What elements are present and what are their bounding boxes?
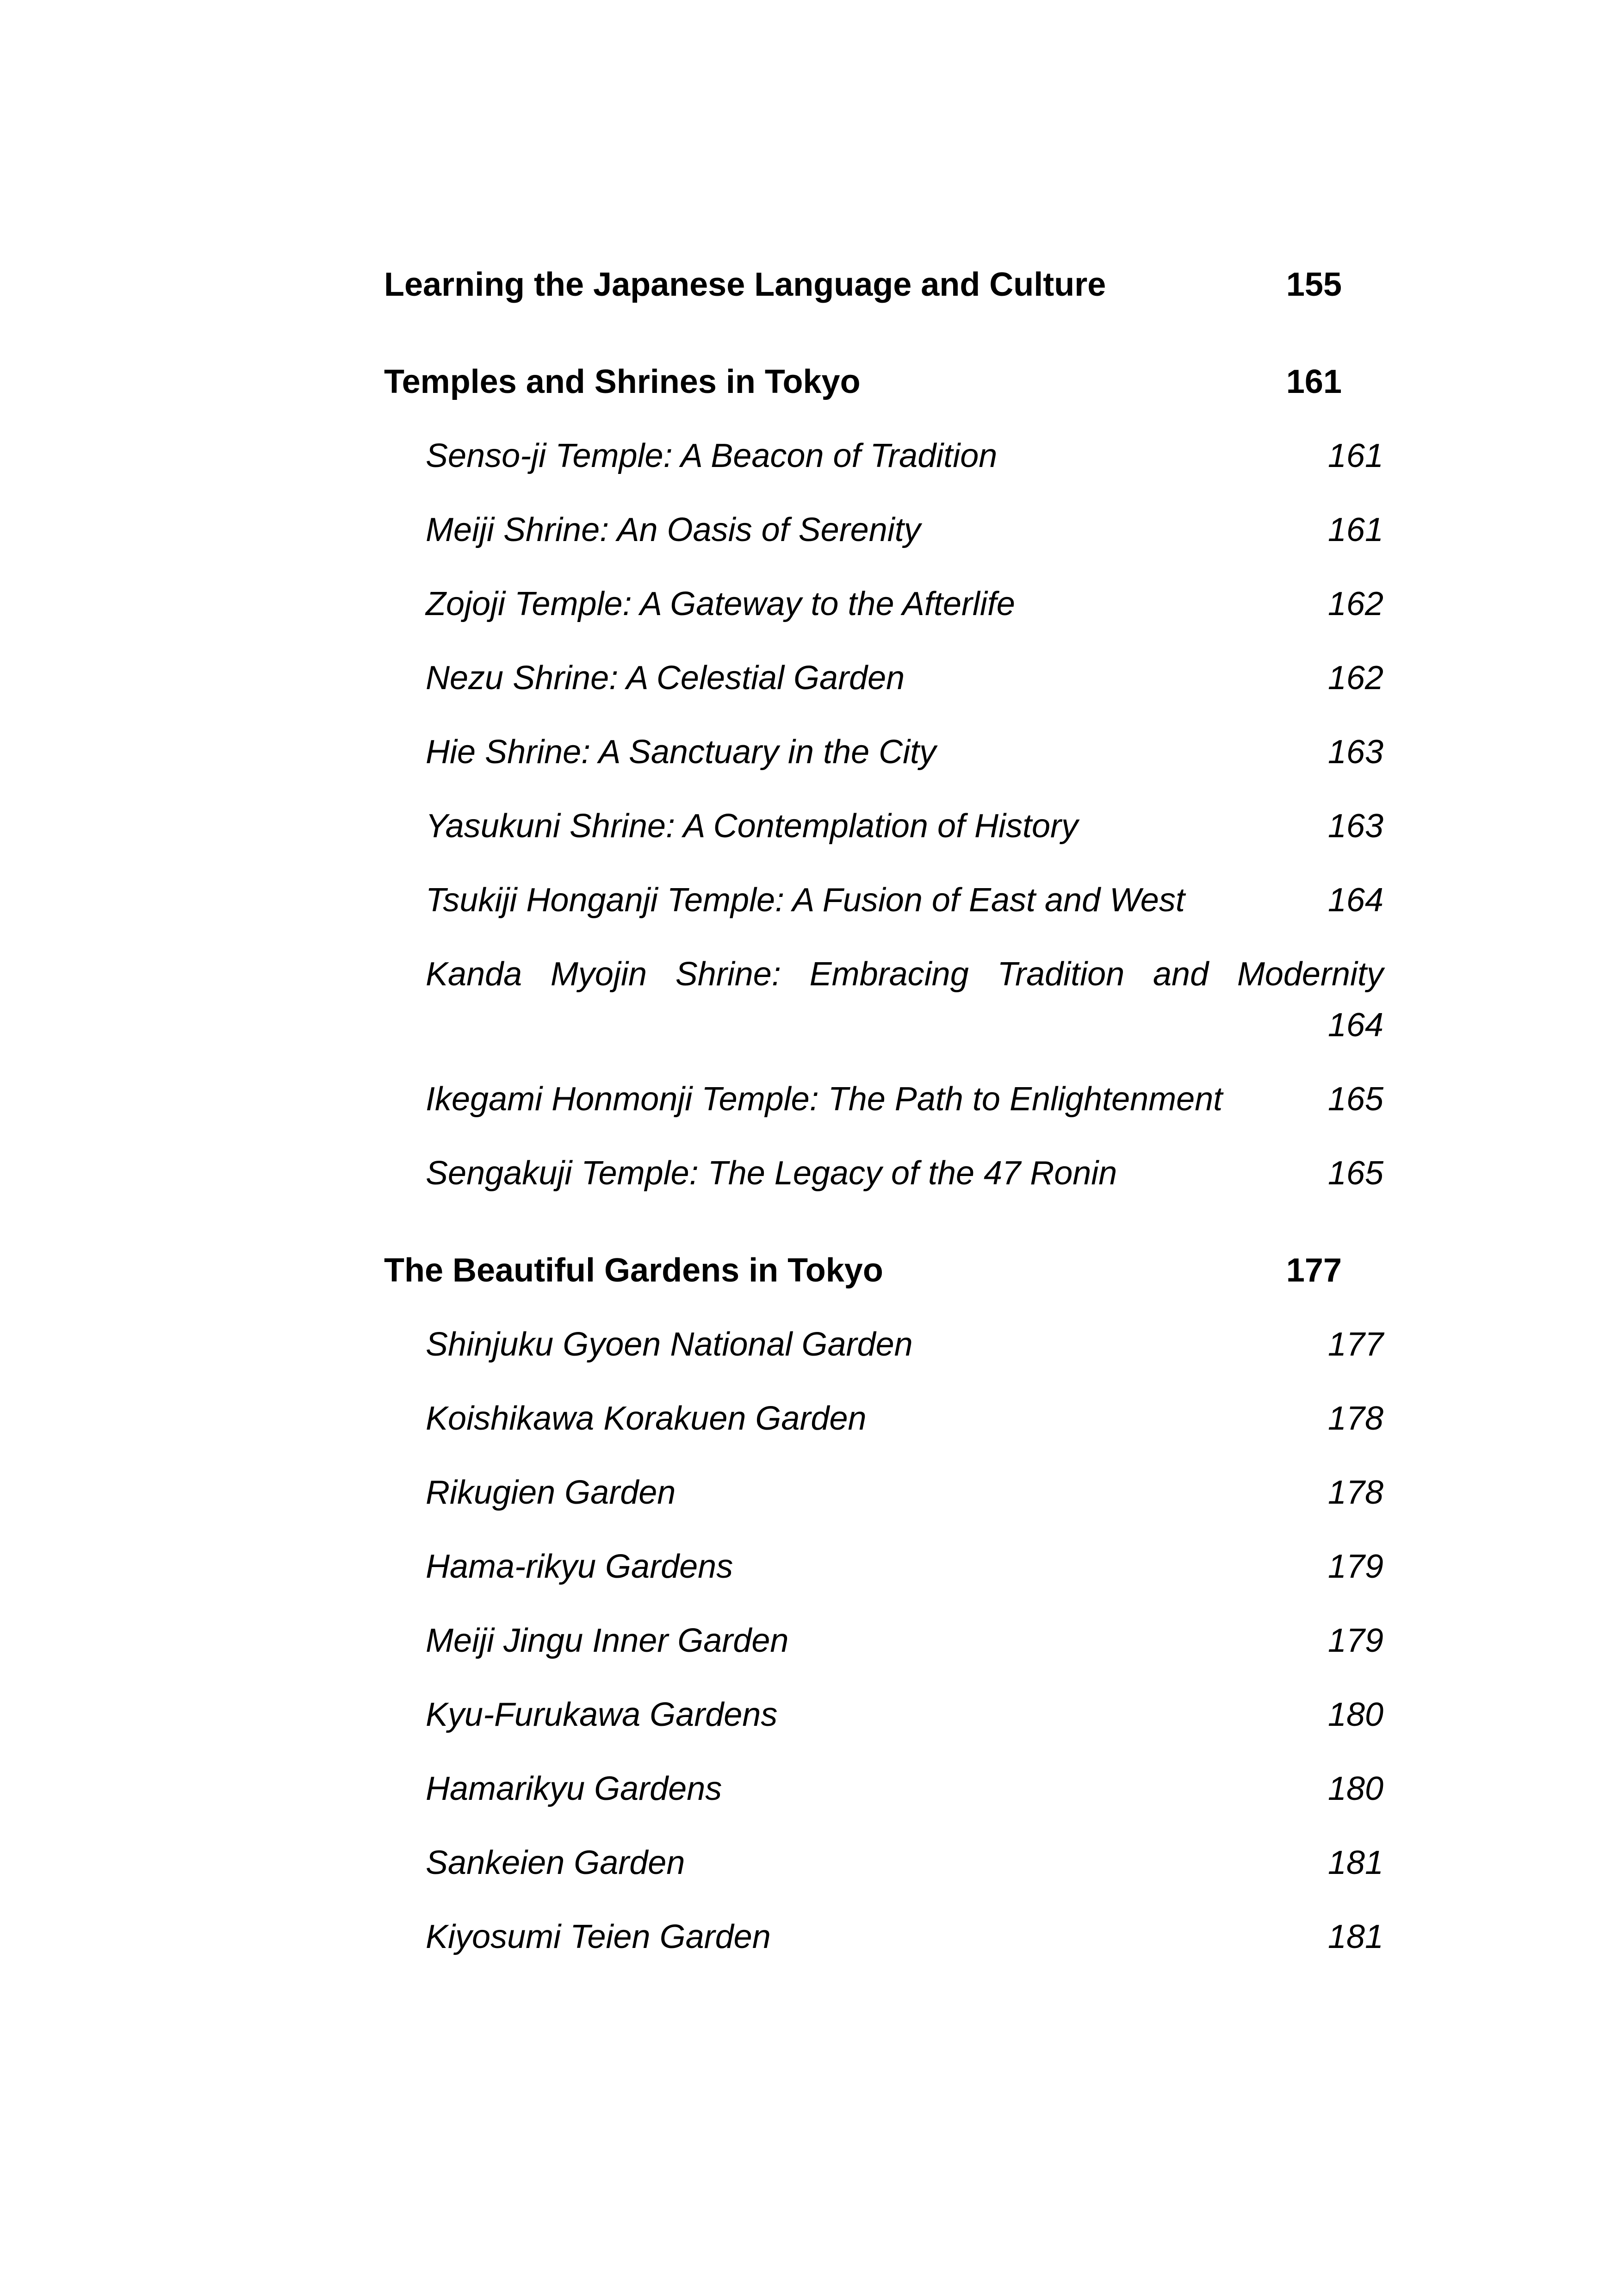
toc-section[interactable] — [384, 949, 1383, 1051]
toc-chapter[interactable] — [384, 356, 1342, 407]
toc-section-title: Ikegami Honmonji Temple: The Path to Enlightenment — [426, 1081, 1223, 1118]
toc-page-number: 178 — [1327, 1474, 1383, 1511]
toc-chapter[interactable] — [384, 259, 1342, 310]
toc-page-number: 163 — [1327, 734, 1383, 771]
toc-page-number: 161 — [1286, 363, 1342, 400]
toc-section-title: Tsukiji Honganji Temple: A Fusion of East and West — [426, 882, 1185, 919]
toc-page-number: 161 — [1327, 511, 1383, 548]
toc-page-number: 164 — [1327, 1007, 1383, 1044]
toc-section[interactable] — [384, 801, 1383, 852]
toc-page-number: 181 — [1327, 1918, 1383, 1955]
toc-section[interactable] — [384, 1911, 1383, 1962]
toc-section[interactable] — [384, 579, 1383, 629]
toc-section-title: Yasukuni Shrine: A Contemplation of History — [426, 808, 1079, 845]
toc-section-title: Shinjuku Gyoen National Garden — [426, 1326, 913, 1363]
toc-section[interactable] — [384, 1615, 1383, 1666]
toc-page-number: 179 — [1327, 1548, 1383, 1585]
toc-section-title: Meiji Jingu Inner Garden — [426, 1622, 789, 1659]
toc-section[interactable] — [384, 1393, 1383, 1444]
toc-section[interactable] — [384, 430, 1383, 481]
toc-chapter-title: The Beautiful Gardens in Tokyo — [384, 1252, 883, 1289]
toc-section[interactable] — [384, 653, 1383, 703]
toc-page-number: 180 — [1327, 1770, 1383, 1807]
toc-page-number: 165 — [1327, 1081, 1383, 1118]
toc-page-number: 178 — [1327, 1400, 1383, 1437]
toc-section-title: Hama-rikyu Gardens — [426, 1548, 733, 1585]
table-of-contents — [384, 259, 1383, 1962]
toc-section-title: Kanda Myojin Shrine: Embracing Tradition and Modernity — [426, 956, 1383, 993]
toc-section[interactable] — [384, 504, 1383, 555]
toc-section[interactable] — [384, 1837, 1383, 1888]
toc-section[interactable] — [384, 1319, 1383, 1370]
toc-section-title: Nezu Shrine: A Celestial Garden — [426, 660, 905, 697]
toc-section-title: Koishikawa Korakuen Garden — [426, 1400, 867, 1437]
toc-chapter[interactable] — [384, 1245, 1342, 1296]
toc-section[interactable] — [384, 727, 1383, 778]
toc-section[interactable] — [384, 875, 1383, 926]
toc-section-title: Kyu-Furukawa Gardens — [426, 1696, 778, 1733]
toc-page-number: 162 — [1327, 585, 1383, 622]
toc-section[interactable] — [384, 1689, 1383, 1740]
toc-section-title: Zojoji Temple: A Gateway to the Afterlife — [426, 585, 1015, 622]
toc-section-title: Hamarikyu Gardens — [426, 1770, 722, 1807]
toc-section[interactable] — [384, 1467, 1383, 1518]
toc-section-title: Sankeien Garden — [426, 1844, 685, 1881]
toc-page-number: 180 — [1327, 1696, 1383, 1733]
toc-page-number: 161 — [1327, 437, 1383, 474]
toc-section[interactable] — [384, 1148, 1383, 1199]
toc-section-title: Meiji Shrine: An Oasis of Serenity — [426, 511, 921, 548]
toc-section[interactable] — [384, 1541, 1383, 1592]
toc-page-number: 165 — [1327, 1155, 1383, 1192]
toc-page-number: 177 — [1286, 1252, 1342, 1289]
toc-page-number: 181 — [1327, 1844, 1383, 1881]
toc-section-title: Senso-ji Temple: A Beacon of Tradition — [426, 437, 998, 474]
toc-page-number: 179 — [1327, 1622, 1383, 1659]
toc-page-number: 155 — [1286, 266, 1342, 303]
toc-page-number: 162 — [1327, 660, 1383, 697]
toc-page-number: 177 — [1327, 1326, 1383, 1363]
toc-section-title: Sengakuji Temple: The Legacy of the 47 Ronin — [426, 1155, 1117, 1192]
toc-chapter-title: Temples and Shrines in Tokyo — [384, 363, 861, 400]
toc-page-number: 163 — [1327, 808, 1383, 845]
toc-section-title: Kiyosumi Teien Garden — [426, 1918, 771, 1955]
toc-section-title: Hie Shrine: A Sanctuary in the City — [426, 734, 936, 771]
toc-section[interactable] — [384, 1074, 1383, 1125]
toc-section[interactable] — [384, 1763, 1383, 1814]
toc-page-number: 164 — [1327, 882, 1383, 919]
toc-chapter-title: Learning the Japanese Language and Culture — [384, 266, 1106, 303]
toc-section-title: Rikugien Garden — [426, 1474, 676, 1511]
